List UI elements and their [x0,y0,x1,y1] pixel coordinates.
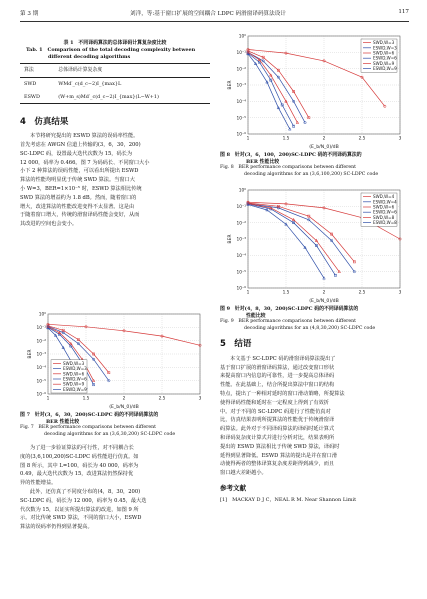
legend-entry: SWD,W=4 [373,194,395,200]
text-line: SWD 算法的增益约为 1.8 dB。然而，随着窗口的 [20,194,137,201]
y-tick-label: 10⁻³ [236,237,246,243]
fig8-caption-cn: 图 8 针对(3，6，100，200)SC-LDPC 码的不同译码算法的 [220,152,362,158]
y-tick-label: 10⁻⁵ [236,270,246,276]
y-tick-label: 10⁻² [36,339,46,345]
fig8-chart [226,32,406,150]
legend-entry: SWD,W=6 [373,50,395,56]
legend-entry: SWD,W=6 [373,204,395,210]
fig8-caption-en-1: Fig. 8 BER performance comparisons between different [220,165,357,171]
text-line: SC-LDPC 码，码长为 12 000，码率为 0.45，最大迭 [20,497,147,504]
section-5-para [220,355,410,364]
x-tick-label: 1.5 [282,290,290,296]
table-cell: (W+m_s)Md′_c(d_c−2)I_{max}(L−W+1) [58,93,159,100]
text-line: 算法的误码率仍得到显著提高。 [20,524,93,531]
text-line: 特点，提出了一种相对延时的窗口滑动策略，所提算法 [220,390,345,397]
text-line: 异的性能增益。 [20,480,57,487]
table-cell: ESWD [24,93,40,100]
header-rule [20,21,409,22]
text-line: 本节将研究提出的 ESWD 算法的误码率性能。 [30,133,139,140]
fig7-caption-en-2: decoding algorithms for an (3,6,30,200) SC-LDPC code [44,431,176,437]
x-tick-label: 3 [198,396,202,402]
y-tick-label: 10⁻⁵ [36,379,46,385]
fig7-caption-en-1: Fig. 7 BER performance comparisons between different [20,425,157,431]
fig9-caption-en-2: decoding algorithms for an (4,8,30,200) SC-LDPC code [244,325,376,331]
fig8-caption-en-2: decoding algorithms for an (3,6,100,200) SC-LDPC code [244,171,379,177]
legend-entry: ESWD,W=8 [373,220,397,226]
text-line: 0.49，最大迭代次数为 15，改进算法仍然保持优 [20,471,134,478]
text-line: 窗口越大差距越小。 [220,470,267,477]
text-line: 和译码复杂度计算式并进行分析对比，结果表明所 [220,434,335,441]
legend-entry: ESWD,W=6 [63,376,87,382]
right-column-text [220,340,410,505]
x-tick-label: 2 [322,136,326,142]
text-line: 代次数为 15，以证实所提出算法的改进，如图 9 所 [20,506,139,513]
fig9-caption-cn-2: 性能比较 [246,312,266,319]
figure-7 [26,310,206,410]
y-tick-label: 10⁻² [236,67,246,73]
complexity-table [20,63,210,104]
figure-8-caption [220,152,410,178]
section-4-para-2-rest [20,453,210,488]
text-line: 使得译码性能和延时在一定程度上得到了有效折 [220,399,329,406]
y-tick-label: 10⁻⁶ [236,286,246,292]
legend-entry: SWD,W=6 [63,371,85,377]
table-header-row [20,64,210,78]
y-tick-label: 10⁻¹ [236,204,246,210]
table-row [20,91,210,104]
legend-entry: SWD,W=3 [373,40,395,46]
x-tick-label: 2 [122,396,126,402]
text-line: 延得到显著降低。ESWD 算法的提出是并在窗口滑 [220,452,338,459]
y-tick-label: 10⁻³ [236,83,246,89]
page-number: 117 [398,9,409,15]
legend-entry: ESWD,W=6 [373,55,397,61]
references-title: 参考文献 [220,483,246,492]
x-tick-label: 3 [398,136,402,142]
text-line: 度的(3,6,100,200)SC-LDPC 码性能进行仿真。如 [20,453,139,460]
table-header-complexity: 总体译码计算复杂度 [58,67,103,73]
text-line: 小下 2 种算法的误码性能，可以看出所提出 ESWD [20,168,139,175]
x-tick-label: 2.5 [158,396,166,402]
legend-entry: SWD,W=9 [63,381,85,387]
y-tick-label: 10⁻⁴ [236,253,246,259]
y-tick-label: 10⁻¹ [236,50,246,56]
table1-caption-en-1: Tab. 1 Comparison of the total decoding complexity between [26,47,196,53]
issue-number: 第 3 期 [20,11,39,17]
y-tick-label: 10⁰ [238,34,246,40]
y-axis-label: BER [28,349,33,359]
legend-entry: ESWD,W=3 [63,366,87,372]
y-tick-label: 10⁻¹ [36,325,46,331]
section-4-para-3 [20,488,210,497]
table-header-algorithm: 算法 [24,67,34,73]
fig7-caption-cn-2: BER 性能比较 [46,418,80,425]
running-title: 刘洋，等:基于窗口扩展的空间耦合 LDPC 码滑窗译码算法设计 [130,11,286,17]
legend-entry: ESWD,W=6 [373,209,397,215]
x-tick-label: 1 [246,290,250,296]
figure-9-caption [220,306,410,332]
legend-entry: ESWD,W=9 [373,66,397,72]
text-line: 提出的 ESWD 算法相比于传统 SWD 算法，译码时 [220,443,340,450]
y-tick-label: 10⁻⁶ [236,132,246,138]
x-tick-label: 1.5 [282,136,290,142]
section-4-para-1-rest [20,141,210,229]
x-tick-label: 3 [398,290,402,296]
section-4-title: 4 仿真结果 [20,117,69,128]
x-axis-label: (E_b/N_0)/dB [309,299,339,304]
y-tick-label: 10⁰ [38,312,46,318]
fig9-caption-en-1: Fig. 9 BER performance comparisons between different [220,319,357,325]
section-5-para-rest [220,364,410,478]
table1-caption [20,40,210,61]
text-line: 基于窗口扩展的滑窗译码算法，通过改变窗口形状 [220,364,335,371]
text-line: 首先考虑在 AWGN 信道上传输的(3，6，30，200) [20,141,141,148]
text-line: 于随着窗口增大，传统的滑窗译码性能会变好，从而 [20,212,140,219]
figure-8 [226,32,406,150]
y-axis-label: BER [228,234,233,244]
y-tick-label: 10⁻⁴ [36,365,46,371]
text-line: 增大，改进算法的性能改进变得不太显著。这是由 [20,203,135,210]
running-header [20,9,409,20]
x-tick-label: 2 [322,290,326,296]
text-line: 码算法。此外对于不同译码算法的译码时延计算式 [220,426,335,433]
text-line: 示。对比传统 SWD 算法，不同的窗口大小，ESWD [20,515,142,522]
x-tick-label: 1 [46,396,50,402]
y-tick-label: 10⁻⁵ [236,116,246,122]
y-axis-label: BER [228,80,233,90]
fig7-chart [26,310,206,410]
y-tick-label: 10⁻⁶ [36,392,46,398]
text-line: 小 W=3，BER=1×10⁻⁵ 时，ESWD 算法相比传统 [20,185,142,192]
text-line: 中。对于不同的 SC-LDPC 码进行了性能仿真对 [220,408,331,415]
y-tick-label: 10⁻⁴ [236,99,246,105]
text-line: 动使得两者的整体译算复杂度差距得到减少，而且 [220,461,335,468]
legend-entry: SWD,W=3 [63,360,85,366]
text-line: 此外，还仿真了不同度分布的(4，8，30，200) [30,488,141,495]
x-axis-label: (E_b/N_0)/dB [109,405,139,410]
text-line: 比，仿真结果表明所提算法的性能优于传统滑窗译 [220,417,335,424]
legend-entry: SWD,W=9 [373,60,395,66]
x-tick-label: 1.5 [82,396,90,402]
text-line: SC-LDPC 码，设置最大迭代次数为 15，码长为 [20,150,133,157]
section-4-para-2 [20,444,210,453]
y-tick-label: 10⁰ [238,188,246,194]
text-line: 性能。在此基础上，结合所提出算法中窗口的结构 [220,382,335,389]
text-line: 来提高窗口内信息的可靠性，进一步提高总体译码 [220,373,335,380]
y-tick-label: 10⁻² [236,221,246,227]
legend-entry: ESWD,W=9 [63,386,87,392]
table-cell: SWD [24,80,37,87]
y-tick-label: 10⁻³ [36,352,46,358]
left-column-bottom [20,444,210,532]
x-tick-label: 1 [246,136,250,142]
table-cell: WMd′_c(d_c−2)I_{max}L [58,80,122,87]
x-tick-label: 2.5 [358,290,366,296]
fig8-caption-cn-2: BER 性能比较 [246,158,280,165]
legend-entry: SWD,W=8 [373,214,395,220]
text-line: 其改进的空间也会变小。 [20,221,78,228]
section-4-para-3-rest [20,497,210,532]
text-line: 12 000，码率为 0.466。图 7 为码码长、不同窗口大小 [20,159,150,166]
fig7-caption-cn: 图 7 针对(3，6，30，200)SC-LDPC 码的不同译码算法的 [20,412,159,418]
figure-7-caption [20,412,210,438]
section-5-title: 5 结语 [220,339,252,349]
figure-9 [226,186,406,304]
section-4-para-1 [20,132,210,141]
x-tick-label: 2.5 [358,136,366,142]
table1-caption-en-2: different decoding algorithms [48,54,131,60]
fig9-caption-cn: 图 9 针对(4，8，30，200)SC-LDPC 码的不同译码算法的 [220,306,359,312]
text-line: 图 8 所示，其中 L=100，码长为 40 000，码率为 [20,462,139,469]
fig9-chart [226,186,406,304]
legend-entry: ESWD,W=4 [373,199,397,205]
x-axis-label: (E_b/N_0)/dB [309,145,339,150]
table-row [20,77,210,90]
legend-entry: ESWD,W=3 [373,45,397,51]
text-line: 为了进一步验证算法的可行性，对不同耦合长 [30,445,134,451]
table1-caption-cn: 表 1 不同译码算法的总体译码计算复杂度比较 [63,40,167,46]
left-column [20,40,210,229]
reference-item: [1] MACKAY D J C，NEAL R M. Near Shannon Limit [220,496,357,503]
text-line: 本文基于 SC-LDPC 码的滑窗译码算法提出了 [230,355,336,362]
text-line: 算法的性能均明显优于传统 SWD 算法。当窗口大 [20,177,135,184]
